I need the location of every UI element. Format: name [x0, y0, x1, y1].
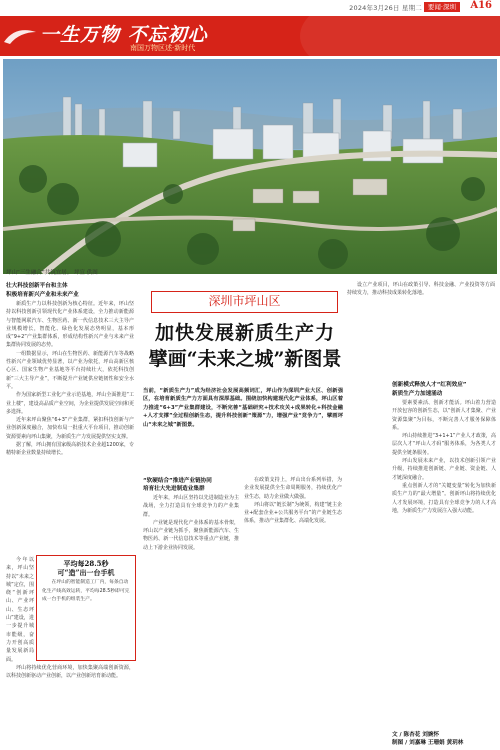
left-paragraph: 坪山将持续优化营商环境，加快集聚高端创新资源，以科技创新驱动产业创新，以产业创新培育新动能。: [6, 665, 134, 680]
main-headline: [145, 320, 345, 372]
swoosh-icon: [2, 26, 38, 46]
middle-paragraph: 近年来，坪山区坚持以先进制造业为主战场，全力打造具有全球竞争力的产业集群。: [143, 495, 239, 518]
right-column-a: [347, 281, 495, 376]
pullquote-title-line: 平均每28.5秒: [63, 559, 109, 568]
left-heading-1: 壮大科技创新平台和主体: [6, 283, 68, 289]
aerial-city-photo: [3, 59, 497, 274]
left-column-bottom: [6, 664, 134, 748]
left-paragraph: 近年来坪山聚焦“6+3”产业集群，紧扣科技创新与产业创新深度融合，加快布局一批重大平台项目，推动创新资源要素向坪山集聚，为新质生产力发展提供坚实支撑。: [6, 417, 134, 440]
district-ribbon: 深圳市坪山区: [151, 291, 338, 313]
pullquote-box: [36, 555, 136, 661]
middle-paragraph: 产业链是现代化产业体系的基本骨架，坪山以产业链为抓手，聚焦新能源汽车、生物医药、新一代信息技术等重点产业链，推动上下游企业协同发展。: [143, 519, 239, 551]
lead-paragraph: 当前，“新质生产力”成为经济社会发展高频词汇，坪山作为深圳产业大区、创新强区，在培育新质生产力方面具有深厚基础。围绕加快构建现代化产业体系，坪山区着力推进“6+3”产业集群建设，不断完善“基础研究+技术攻关+成果转化+科技金融+人才支撑”全过程创新生态，提升科技创新“策源”力，增强产业“竞争力”，擘画坪山“未来之城”新图景。: [143, 388, 343, 428]
byline: [392, 731, 463, 747]
pullquote-title-line: 可“造”出一台手机: [57, 568, 115, 577]
headline-line-1: 加快发展新质生产力: [154, 322, 335, 344]
left-paragraph: 今年以来，坪山坚持以“未来之城”定位，围绕“创新坪山、产业坪山、生态坪山”建设，进一步提升城市能级，奋力开创高质量发展新局面。: [6, 557, 34, 663]
pullquote-body: 在坪山的智能制造工厂内，每条自动化生产线高效运转，平均每28.5秒即可完成一台手机的组装生产。: [42, 580, 130, 603]
photo-caption: 坪山“三生融合”共筑宜居。 坪宣 供图: [6, 270, 98, 276]
left-column: [6, 281, 134, 554]
middle-heading: “软硬结合”推进产业链协同 培育壮大先进制造业集群: [143, 478, 212, 492]
left-paragraph: 新质生产力以科技创新为核心特征。近年来，坪山坚持以科技创新引领现代化产业体系建设，全力推动新能源与智能网联汽车、生物医药、新一代信息技术三大主导产业规模增长，智能化、绿色化发展态势明显，基本形成“9+2”产业集群体系，形成结构性新兴产业与未来产业集群协同发展的态势。: [6, 301, 134, 349]
byline-writer: 文 / 陈杏花 刘婉怀: [392, 732, 440, 738]
right-paragraph: 坪山持续推进“3+1+1”产业人才政策，高层次人才“坪山人才码”服务体系，为各类人才提供全链条服务。: [392, 433, 496, 456]
right-paragraph: 设立产业项目，坪山在政策引导、科技金融、产业投资等方面持续发力，推动科技成果转化落地。: [347, 282, 495, 297]
middle-paragraph: 在政策支持上，坪山出台系列举措，为企业发展提供全生命周期服务，持续优化产业生态，助力企业做大做强。: [244, 477, 342, 500]
left-paragraph: 一组数据显示，坪山在生物医药、新能源汽车等战略性新兴产业领域优势显著，以产业为依托，坪山高新区核心区、国家生物产业基地等平台持续壮大，依托科技创新“三大主导产业”，不断提升产业链供应链韧性和安全水平。: [6, 350, 134, 390]
left-paragraph: 据了解，坪山拥有国家级高新技术企业超1200家，专精特新企业数量持续增长。: [6, 442, 134, 457]
right-heading-1: 创新模式释放人才“红利效应”: [392, 382, 467, 388]
section-badge: 要闻·深圳: [424, 2, 460, 12]
headline-line-2: 擘画“未来之城”新图景: [148, 348, 342, 370]
right-paragraph: 要素要素活、创新才能活。坪山着力营造开放包容的创新生态，以“创新人才集聚、产业资源集聚”为目标，不断完善人才服务保障体系。: [392, 400, 496, 431]
left-paragraph: 作为国家新型工业化产业示范基地，坪山全面推进“工业上楼”，建设高品质产业空间，为企业提供发展空间和更多选择。: [6, 392, 134, 415]
right-heading-2: 新质生产力加速涌动: [392, 391, 443, 397]
right-column-c: [347, 380, 389, 746]
header-title: 一生万物 不忘初心: [40, 24, 208, 46]
header-band: [0, 16, 500, 56]
middle-paragraph: 坪山将以“链长制”为统领，构建“链主企业+配套企业+公共服务平台”的产业链生态体系，推动产业集群化、高端化发展。: [244, 501, 342, 525]
right-paragraph: 重点创新人才的“关键变量”转化为加快新质生产力的“最大增量”。创新坪山将持续优化人才发展环境，打造具有全球竞争力的人才高地，为新质生产力发展注入强大动能。: [392, 482, 496, 514]
middle-column-b: [244, 476, 342, 746]
page-meta: [0, 0, 500, 16]
issue-date: 2024年3月26日 星期二: [349, 4, 422, 12]
byline-graphics: 制图 / 刘嘉琳 王珊娟 黄玥林: [392, 740, 464, 746]
middle-column-a: [143, 476, 239, 746]
page-number: A16: [470, 0, 492, 11]
header-subtitle: 南国万物区述·新时代: [130, 44, 196, 52]
pullquote-title: [42, 559, 130, 577]
left-heading-2: 积极培育新兴产业和未来产业: [6, 292, 79, 298]
right-column-b: [392, 380, 496, 728]
right-paragraph: 坪山发展未来产业，以技术创新引领产业升级，持续推进创新链、产业链、资金链、人才链深度融合。: [392, 458, 496, 481]
